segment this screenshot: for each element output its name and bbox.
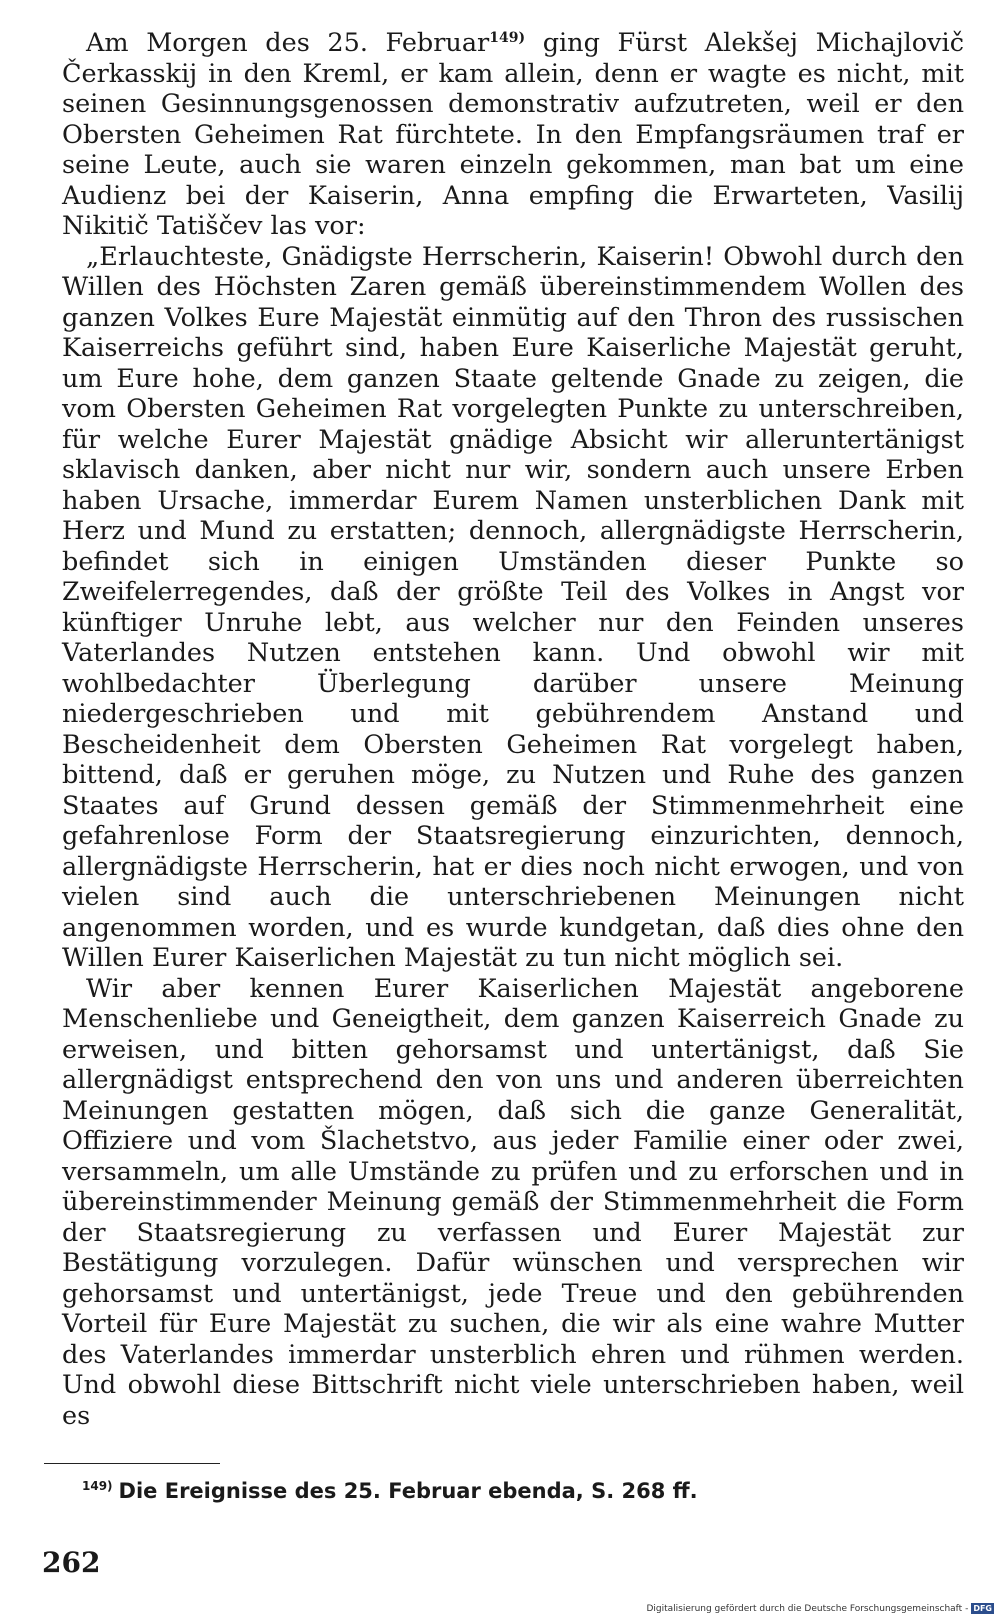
footnote-reference: 149)	[489, 30, 526, 46]
footnote-divider	[44, 1463, 220, 1464]
dfg-logo-icon: DFG	[973, 1604, 992, 1613]
paragraph-2: „Erlauchteste, Gnädigste Herrscherin, Kaiserin! Obwohl durch den Willen des Höchsten Zaren gemäß übereinstimmendem Wollen des ganzen Volkes Eure Majestät einmütig auf den Thron des russischen Kaiserreichs geführt sind, haben Eure Kaiserliche Majestät geruht, um Eure hohe, dem ganzen Staate geltende Gnade zu zeigen, die vom Obersten Geheimen Rat vorgelegten Punkte zu unterschreiben, für welche Eurer Majestät gnädige Absicht wir alleruntertänigst sklavisch danken, aber nicht nur wir, sondern auch unsere Erben haben Ursache, immerdar Eurem Namen unsterblichen Dank mit Herz und Mund zu erstatten; dennoch, allergnädigste Herrscherin, befindet sich in einigen Umständen dieser Punkte so Zweifelerregendes, daß der größte Teil des Volkes in Angst vor künftiger Unruhe lebt, aus welcher nur den Feinden unseres Vaterlandes Nutzen entstehen kann. Und obwohl wir mit wohlbedachter Überlegung darüber unsere Meinung niedergeschrieben und mit gebührendem Anstand und Bescheidenheit dem Obersten Geheimen Rat vorgelegt haben, bittend, daß er geruhen möge, zu Nutzen und Ruhe des ganzen Staates auf Grund dessen gemäß der Stimmenmehrheit eine gefahrenlose Form der Staatsregierung einzurichten, dennoch, allergnädigste Herrscherin, hat er dies noch nicht erwogen, und von vielen sind auch die unterschriebenen Meinungen nicht angenommen worden, und es wurde kundgetan, daß dies ohne den Willen Eurer Kaiserlichen Majestät zu tun nicht möglich sei.	[62, 241, 964, 973]
credit-text: Digitalisierung gefördert durch die Deutsche Forschungsgemeinschaft -	[646, 1603, 969, 1614]
paragraph-3: Wir aber kennen Eurer Kaiserlichen Majestät angeborene Menschenliebe und Geneigtheit, dem ganzen Kaiserreich Gnade zu erweisen, und bitten gehorsamst und untertänigst, daß Sie allergnädigst entsprechend den von uns und anderen überreichten Meinungen gestatten mögen, daß sich die ganze Generalität, Offiziere und vom Šlachetstvo, aus jeder Familie einer oder zwei, versammeln, um alle Umstände zu prüfen und zu erforschen und in übereinstimmender Meinung gemäß der Stimmenmehrheit die Form der Staatsregierung zu verfassen und Eurer Majestät zur Bestätigung vorzulegen. Dafür wünschen und versprechen wir gehorsamst und untertänigst, jede Treue und den gebührenden Vorteil für Eure Majestät zu suchen, die wir als eine wahre Mutter des Vaterlandes immerdar unsterblich ehren und rühmen werden. Und obwohl diese Bittschrift nicht viele unterschrieben haben, weil es	[62, 973, 964, 1431]
page-number: 262	[42, 1546, 101, 1579]
body-text	[62, 28, 964, 1431]
footnote-marker: 149)	[82, 1479, 113, 1493]
footnote-text: Die Ereignisse des 25. Februar ebenda, S. 268 ff.	[118, 1479, 698, 1503]
footnote	[82, 1478, 942, 1504]
paragraph-1	[62, 28, 964, 242]
digitization-credit	[646, 1603, 994, 1614]
paragraph-1-rest: ging Fürst Alekšej Michajlovič Čerkasskij in den Kreml, er kam allein, denn er wagte es nicht, mit seinen Gesinnungsgenossen demonstrativ aufzutreten, weil er den Obersten Geheimen Rat fürchtete. In den Empfangsräumen traf er seine Leute, auch sie waren einzeln gekommen, man bat um eine Audienz bei der Kaiserin, Anna empfing die Erwarteten, Vasilij Nikitič Tatiščev las vor:	[62, 28, 964, 241]
paragraph-1-start: Am Morgen des 25. Februar	[86, 28, 490, 58]
